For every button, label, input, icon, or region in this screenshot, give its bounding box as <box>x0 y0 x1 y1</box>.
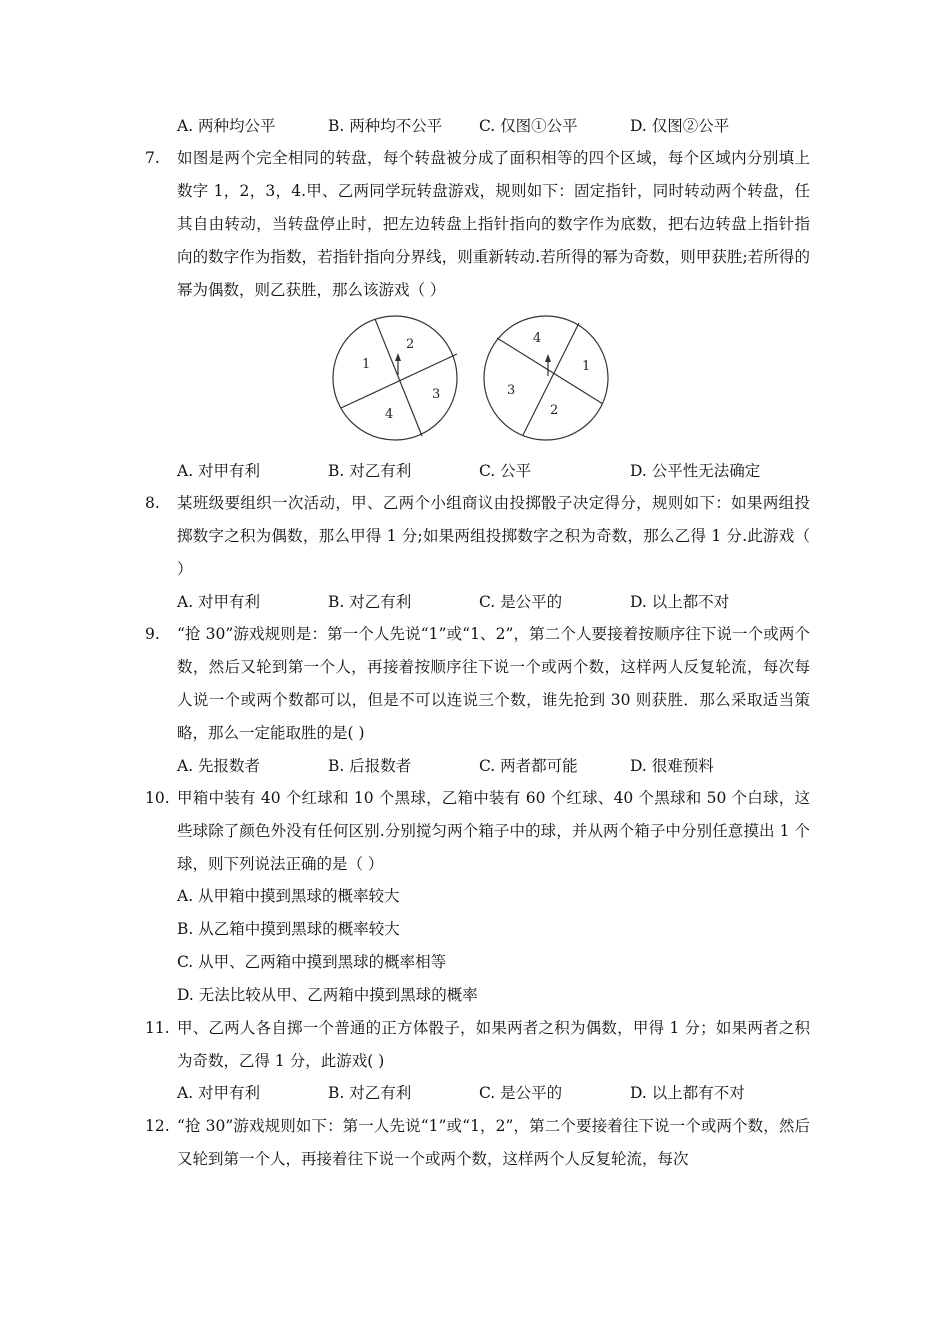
right-spinner-label-2: 2 <box>550 403 559 418</box>
question-text: 如图是两个完全相同的转盘，每个转盘被分成了面积相等的四个区域，每个区域内分别填上数字 1，2，3，4.甲、乙两同学玩转盘游戏，规则如下：固定指针，同时转动两个转盘，任其自由转动，当转盘停止时，把左边转盘上指针指向的数字作为底数，把右边转盘上指针指向的数字作为指数，若指针指向分界线，则重新转动.若所得的幂为奇数，则甲获胜;若所得的幂为偶数，则乙获胜，那么该游戏（ ） <box>177 149 810 299</box>
question-text: 甲、乙两人各自掷一个普通的正方体骰子，如果两者之积为偶数，甲得 1 分；如果两者之积为奇数，乙得 1 分，此游戏( ) <box>177 1019 810 1070</box>
left-spinner <box>333 316 457 440</box>
right-spinner <box>484 316 608 440</box>
question-number: 12. <box>145 1117 170 1135</box>
question-number: 7. <box>145 149 160 167</box>
q11-option-d: D. 以上都有不对 <box>630 1084 745 1102</box>
q10-option-d: D. 无法比较从甲、乙两箱中摸到黑球的概率 <box>177 986 478 1004</box>
q11-option-c: C. 是公平的 <box>479 1084 563 1102</box>
question-12 <box>145 1110 810 1176</box>
q6-option-a: A. 两种均公平 <box>177 117 276 135</box>
question-8 <box>145 487 810 586</box>
q6-option-c: C. 仅图①公平 <box>479 117 578 135</box>
question-text: “抢 30”游戏规则是：第一个人先说“1”或“1、2”，第二个人要接着按顺序往下说一个或两个数，然后又轮到第一个人，再接着按顺序往下说一个或两个数，这样两人反复轮流，每次每人说一个或两个数都可以，但是不可以连说三个数，谁先抢到 30 则获胜．那么采取适当策略，那么一定能取胜的是( ) <box>177 625 810 742</box>
right-spinner-label-1: 1 <box>582 359 591 374</box>
q8-option-d: D. 以上都不对 <box>630 593 730 611</box>
q9-option-d: D. 很难预料 <box>630 757 714 775</box>
q10-option-a: A. 从甲箱中摸到黑球的概率较大 <box>177 887 400 905</box>
question-9 <box>145 618 810 750</box>
question-number: 9. <box>145 625 160 643</box>
right-spinner-label-4: 4 <box>533 331 542 346</box>
q9-option-c: C. 两者都可能 <box>479 757 578 775</box>
q7-option-a: A. 对甲有利 <box>177 462 261 480</box>
q9-options <box>177 751 797 781</box>
question-text: “抢 30”游戏规则如下：第一人先说“1”或“1，2”，第二个要接着往下说一个或两个数，然后又轮到第一个人，再接着往下说一个或两个数，这样两个人反复轮流，每次 <box>177 1117 810 1168</box>
q6-option-d: D. 仅图②公平 <box>630 117 730 135</box>
q11-option-a: A. 对甲有利 <box>177 1084 261 1102</box>
q7-option-d: D. 公平性无法确定 <box>630 462 761 480</box>
q7-option-b: B. 对乙有利 <box>328 462 412 480</box>
q10-option-c: C. 从甲、乙两箱中摸到黑球的概率相等 <box>177 953 447 971</box>
spinner-figure <box>332 312 614 444</box>
q10-option-b: B. 从乙箱中摸到黑球的概率较大 <box>177 920 400 938</box>
q9-option-b: B. 后报数者 <box>328 757 412 775</box>
q6-options <box>177 111 797 141</box>
q11-option-b: B. 对乙有利 <box>328 1084 412 1102</box>
question-text: 某班级要组织一次活动，甲、乙两个小组商议由投掷骰子决定得分，规则如下：如果两组投掷数字之积为偶数，那么甲得 1 分;如果两组投掷数字之积为奇数，那么乙得 1 分.此游戏（ ） <box>177 494 810 578</box>
q7-option-c: C. 公平 <box>479 462 532 480</box>
q7-options <box>177 456 797 486</box>
q8-option-b: B. 对乙有利 <box>328 593 412 611</box>
question-7 <box>145 142 810 307</box>
question-text: 甲箱中装有 40 个红球和 10 个黑球，乙箱中装有 60 个红球、40 个黑球和 50 个白球，这些球除了颜色外没有任何区别.分别搅匀两个箱子中的球，并从两个箱子中分别任意摸出 1 个球，则下列说法正确的是（ ） <box>177 789 810 873</box>
left-spinner-label-2: 2 <box>406 337 415 352</box>
question-10 <box>145 782 810 881</box>
left-spinner-label-3: 3 <box>432 387 441 402</box>
question-11 <box>145 1012 810 1078</box>
left-spinner-label-1: 1 <box>362 357 371 372</box>
question-number: 8. <box>145 494 160 512</box>
q8-option-c: C. 是公平的 <box>479 593 563 611</box>
q8-options <box>177 587 797 617</box>
q9-option-a: A. 先报数者 <box>177 757 261 775</box>
q8-option-a: A. 对甲有利 <box>177 593 261 611</box>
left-spinner-label-4: 4 <box>385 407 394 422</box>
q11-options <box>177 1078 797 1108</box>
question-number: 10. <box>145 789 170 807</box>
question-number: 11. <box>145 1019 170 1037</box>
q6-option-b: B. 两种均不公平 <box>328 117 443 135</box>
right-spinner-label-3: 3 <box>507 383 516 398</box>
